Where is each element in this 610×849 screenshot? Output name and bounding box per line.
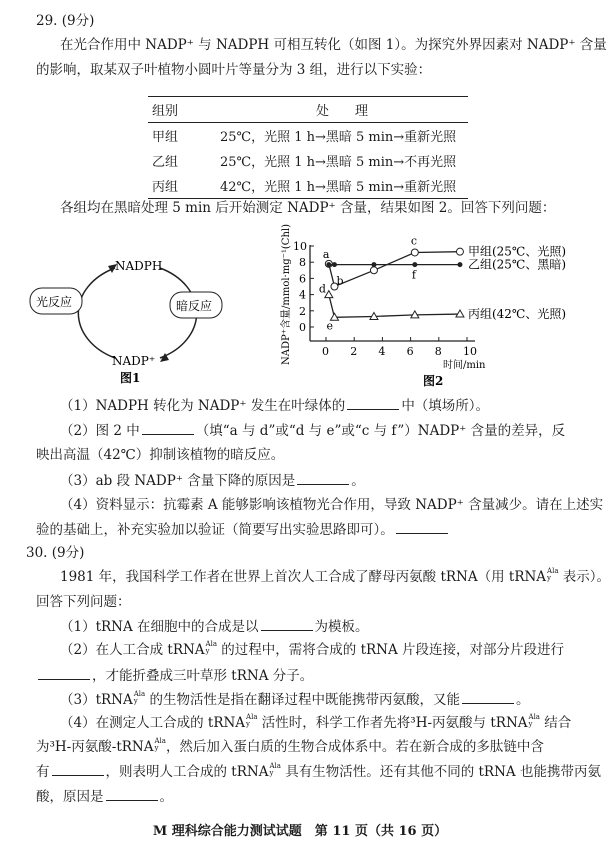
cell: 25℃，光照 1 h→黑暗 5 min→不再光照	[220, 155, 457, 170]
text-segment: 结合	[539, 715, 572, 731]
y-tick-label: 6	[299, 272, 306, 286]
dark-reaction-label: 暗反应	[176, 299, 213, 313]
text-line	[60, 617, 369, 636]
point-label: a	[322, 247, 330, 261]
table-row	[148, 173, 468, 199]
data-point	[326, 262, 331, 267]
text-segment: 的生物活性是指在翻译过程中既能携带丙氨酸，又能	[145, 692, 461, 708]
figure-1	[20, 240, 280, 390]
text-line	[60, 496, 603, 514]
point-label: e	[326, 319, 333, 333]
text-segment: （3）	[60, 692, 96, 708]
data-point	[411, 249, 418, 256]
x-axis-label: 时间/min	[443, 360, 486, 371]
cell: 42℃，光照 1 h→黑暗 5 min→重新光照	[220, 180, 457, 195]
data-point	[325, 291, 333, 298]
cell: 丙组	[152, 180, 179, 195]
answer-blank[interactable]	[106, 787, 158, 801]
data-point	[370, 267, 377, 274]
text-segment: （1）NADPH 转化为 NADP⁺ 发生在叶绿体的	[60, 398, 346, 414]
point-label: b	[336, 274, 344, 288]
x-tick-label: 10	[463, 345, 477, 358]
trna-ala-term: tRNA Ala y	[116, 737, 166, 755]
text-segment: 1981 年，我国科学工作者在世界上首次人工合成了酵母丙氨酸 tRNA（用	[60, 569, 509, 585]
data-point	[371, 262, 376, 267]
header-group: 组别	[152, 104, 179, 119]
legend-label: 乙组(25℃、黑暗)	[467, 257, 567, 272]
text-segment: 具有生物活性。还有其他不同的 tRNA 也能携带丙氨	[280, 764, 601, 780]
text-segment: （4）在测定人工合成的	[60, 715, 208, 731]
y-tick-label: 8	[299, 256, 306, 270]
answer-blank[interactable]	[38, 666, 90, 680]
answer-blank[interactable]	[261, 617, 313, 631]
text-segment: 酸，原因是	[36, 789, 104, 805]
y-tick-label: 10	[293, 240, 307, 253]
y-tick-label: 4	[299, 288, 306, 302]
y-tick-label: 2	[299, 304, 306, 318]
nadph-label: NADPH	[115, 259, 163, 273]
trna-ala-term: tRNA Ala y	[508, 567, 559, 585]
text-line	[36, 666, 313, 685]
text-line	[60, 690, 530, 709]
x-tick-label: 2	[350, 345, 358, 358]
text-segment: （1）tRNA 在细胞中的合成是以	[60, 619, 259, 635]
text-segment: 为模板。	[314, 619, 369, 635]
text-segment: 的过程中，需将合成的 tRNA 片段连接，对部分片段进行	[217, 642, 565, 658]
text-segment: 。	[516, 692, 530, 708]
q30-heading: 30. (9分)	[26, 545, 85, 561]
text-segment: 中（填场所）。	[401, 398, 490, 414]
text-segment: 验的基础上，补充实验加以验证（简要写出实验思路即可）。	[36, 522, 394, 538]
text-segment: 有	[36, 764, 50, 780]
trna-ala-term: tRNA Ala y	[167, 640, 218, 658]
light-reaction-label: 光反应	[36, 295, 73, 309]
text-segment: 回答下列问题：	[36, 594, 131, 610]
data-point	[456, 248, 463, 255]
text-line	[60, 714, 571, 732]
text-segment: （填“a 与 d”或“d 与 e”或“c 与 f”）NADP⁺ 含量的差异，反	[195, 423, 566, 439]
q29-heading: 29. (9分)	[36, 13, 95, 29]
text-segment: 在光合作用中 NADP⁺ 与 NADPH 可相互转化（如图 1）。为探究外界因素对 NADP⁺ 含量	[60, 37, 607, 53]
cell: 乙组	[152, 155, 179, 170]
x-tick-label: 6	[406, 345, 414, 358]
text-line	[36, 787, 173, 806]
table-row	[148, 123, 468, 149]
trna-ala-term: tRNA Ala y	[490, 713, 540, 731]
answer-blank[interactable]	[297, 471, 349, 485]
legend-label: 丙组(42℃、光照)	[467, 307, 567, 322]
text-segment: 。	[159, 789, 173, 805]
text-segment: ，然后加入蛋白质的生物合成体系中。若在新合成的多肽链中含	[165, 739, 544, 755]
figure-2-chart	[275, 225, 600, 390]
answer-blank[interactable]	[347, 396, 399, 410]
point-label: f	[411, 268, 416, 282]
text-line	[60, 396, 489, 415]
text-line	[36, 593, 131, 611]
text-line	[36, 762, 601, 781]
page-footer: M 理科综合能力测试试题 第 11 页（共 16 页）	[152, 824, 448, 839]
data-point	[412, 262, 417, 267]
y-tick-label: 0	[299, 321, 306, 334]
answer-blank[interactable]	[462, 690, 514, 704]
text-line	[60, 36, 607, 54]
x-tick-label: 0	[322, 345, 329, 358]
point-label: d	[318, 282, 326, 296]
trna-ala-term: tRNA Ala y	[231, 762, 281, 780]
text-segment: 。	[351, 473, 365, 489]
trna-ala-term: tRNA Ala y	[95, 690, 146, 708]
text-segment: 为³H-丙氨酸-	[36, 739, 117, 755]
text-segment: （2）在人工合成	[60, 642, 168, 658]
text-line	[36, 61, 431, 79]
trna-ala-term: tRNA Ala y	[207, 713, 258, 731]
series-line	[329, 295, 460, 318]
header-treatment: 处 理	[315, 104, 368, 119]
table-row	[148, 148, 468, 173]
x-tick-label: 4	[378, 345, 386, 358]
point-label: c	[410, 234, 418, 248]
text-segment: 的影响，取某双子叶植物小圆叶片等量分为 3 组，进行以下实验：	[36, 62, 432, 78]
data-point	[457, 262, 462, 267]
text-segment: ，则表明人工合成的	[105, 764, 232, 780]
text-line	[60, 641, 564, 659]
text-segment: ，才能折叠成三叶草形 tRNA 分子。	[92, 668, 314, 684]
text-segment: （3）ab 段 NADP⁺ 含量下降的原因是	[60, 473, 296, 489]
experiment-table	[148, 96, 468, 199]
text-segment: 表示）。	[558, 569, 610, 585]
data-point	[332, 262, 337, 267]
nadp-label: NADP⁺	[112, 354, 156, 368]
text-line	[60, 471, 365, 490]
text-line	[36, 738, 544, 756]
cell: 甲组	[152, 130, 179, 145]
text-segment: 活性时，科学工作者先将³H-丙氨酸与	[257, 715, 491, 731]
text-segment: 映出高温（42℃）抑制该植物的暗反应。	[36, 447, 285, 463]
text-line	[36, 446, 284, 464]
legend-label: 甲组(25℃、光照)	[467, 244, 567, 259]
text-line	[60, 199, 555, 217]
text-line	[60, 568, 610, 586]
text-segment: （4）资料显示：抗霉素 A 能够影响该植物光合作用，导致 NADP⁺ 含量减少。请在上述实	[60, 497, 604, 513]
figure-2-caption: 图2	[423, 374, 444, 388]
text-segment: （2）图 2 中	[60, 423, 140, 439]
text-line	[36, 520, 450, 539]
answer-blank[interactable]	[52, 762, 104, 776]
text-line	[60, 421, 565, 440]
answer-blank[interactable]	[142, 421, 194, 435]
answer-blank[interactable]	[396, 520, 448, 534]
y-axis-label: NADP⁺含量/mmol·mg⁻¹(Chl)	[281, 224, 292, 365]
text-segment: 各组均在黑暗处理 5 min 后开始测定 NADP⁺ 含量，结果如图 2。回答下列问题：	[60, 200, 556, 216]
series-line	[329, 252, 460, 287]
cycle-arc-left	[78, 268, 115, 358]
x-tick-label: 8	[434, 345, 442, 358]
figure-1-caption: 图1	[120, 371, 141, 385]
cell: 25℃，光照 1 h→黑暗 5 min→重新光照	[220, 130, 457, 145]
